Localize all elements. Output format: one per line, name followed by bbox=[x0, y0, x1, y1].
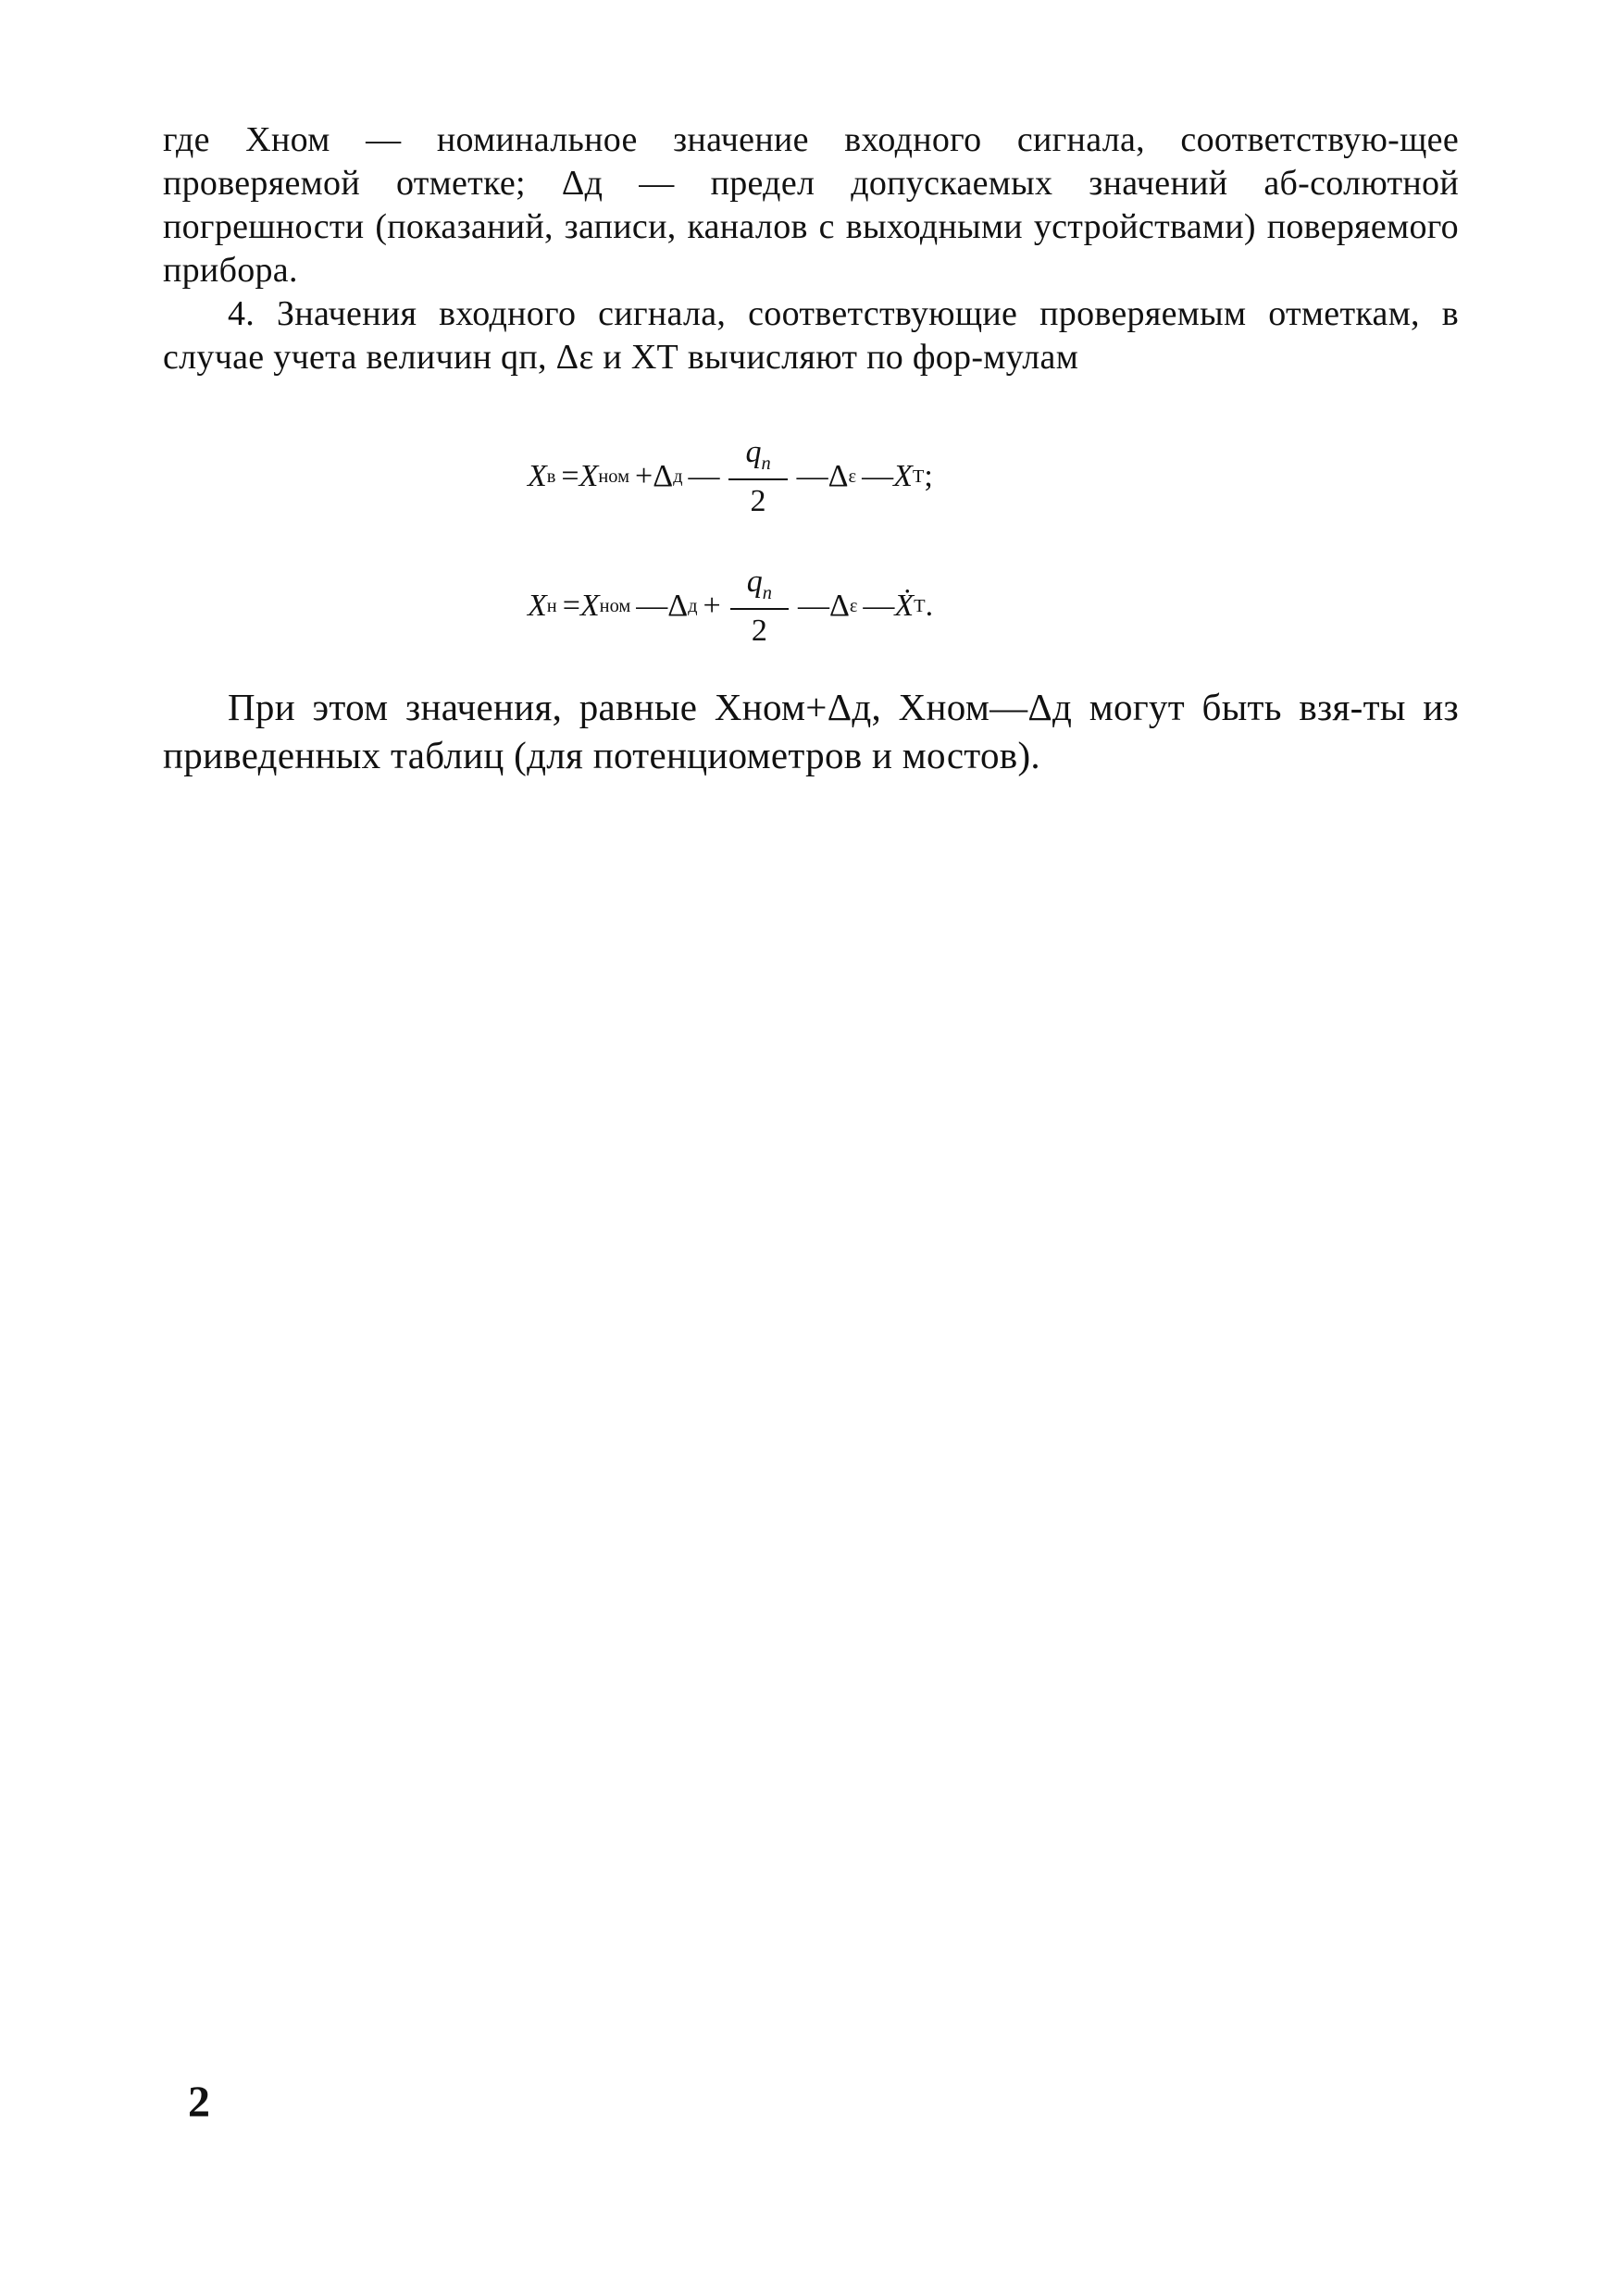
formula-term: Δ bbox=[828, 589, 850, 624]
formula-term-sub: ε bbox=[848, 465, 857, 487]
formula-fraction bbox=[730, 565, 789, 649]
formula-term: X bbox=[893, 459, 913, 494]
formula-term-sub: ном bbox=[598, 465, 630, 487]
fraction-numerator: $q_п$ bbox=[728, 435, 787, 480]
formula-term: Δ bbox=[828, 459, 849, 494]
formula-term-sub: ε bbox=[849, 595, 858, 616]
formula-operator: — bbox=[688, 459, 720, 494]
formula-eq: = bbox=[562, 589, 580, 624]
formula-term-sub: д bbox=[688, 595, 698, 616]
formula-term-sub: д bbox=[673, 465, 683, 487]
formula-operator: — bbox=[797, 589, 829, 624]
formula-lhs-sub: н bbox=[546, 595, 557, 616]
fraction-denominator: 2 bbox=[750, 483, 766, 518]
formula-term: Δ bbox=[667, 589, 689, 624]
formula-term: X bbox=[579, 589, 600, 624]
paragraph-note bbox=[163, 683, 1459, 779]
formula-lhs-sub: в bbox=[546, 465, 556, 487]
formula-upper-value bbox=[528, 435, 933, 519]
formula-term-sub: Т bbox=[914, 595, 926, 616]
formula-term: Ẋ bbox=[894, 589, 915, 624]
formula-term-sub: Т bbox=[912, 465, 925, 487]
formula-operator: + bbox=[635, 459, 653, 494]
formula-term: X bbox=[579, 459, 599, 494]
formula-operator: — bbox=[636, 589, 668, 624]
formula-operator: — bbox=[863, 589, 895, 624]
paragraph-text: где Xном — номинальное значение входного сигнала, соответствую-щее проверяемой отметке; Δд — предел допускаемых значений аб-солютной погрешности (показаний, записи, каналов с выходными устройствами) поверяемого прибора. bbox=[163, 120, 1459, 290]
formula-fraction bbox=[728, 435, 787, 519]
paragraph-item-4 bbox=[163, 292, 1459, 379]
formula-end: ; bbox=[924, 459, 933, 494]
paragraph-definitions bbox=[163, 118, 1459, 292]
paragraph-text: При этом значения, равные Xном+Δд, Xном—Δд могут быть взя-ты из приведенных таблиц (для потенциометров и мостов). bbox=[163, 686, 1459, 776]
formula-operator: — bbox=[796, 459, 828, 494]
formula-eq: = bbox=[561, 459, 579, 494]
formula-lhs: X bbox=[528, 589, 547, 624]
formula-operator: + bbox=[703, 589, 721, 624]
fraction-numerator: $q_п$ bbox=[730, 565, 789, 610]
formula-end: . bbox=[925, 589, 934, 624]
formula-operator: — bbox=[862, 459, 894, 494]
formula-lhs: X bbox=[528, 459, 547, 494]
formula-term: Δ bbox=[653, 459, 674, 494]
paragraph-text: 4. Значения входного сигнала, соответствующие проверяемым отметкам, в случае учета величин qп, Δε и XТ вычисляют по фор-мулам bbox=[163, 294, 1459, 377]
formula-term-sub: ном bbox=[599, 595, 631, 616]
formula-lower-value bbox=[528, 565, 933, 649]
page-number: 2 bbox=[188, 2078, 210, 2127]
fraction-denominator: 2 bbox=[751, 613, 767, 648]
